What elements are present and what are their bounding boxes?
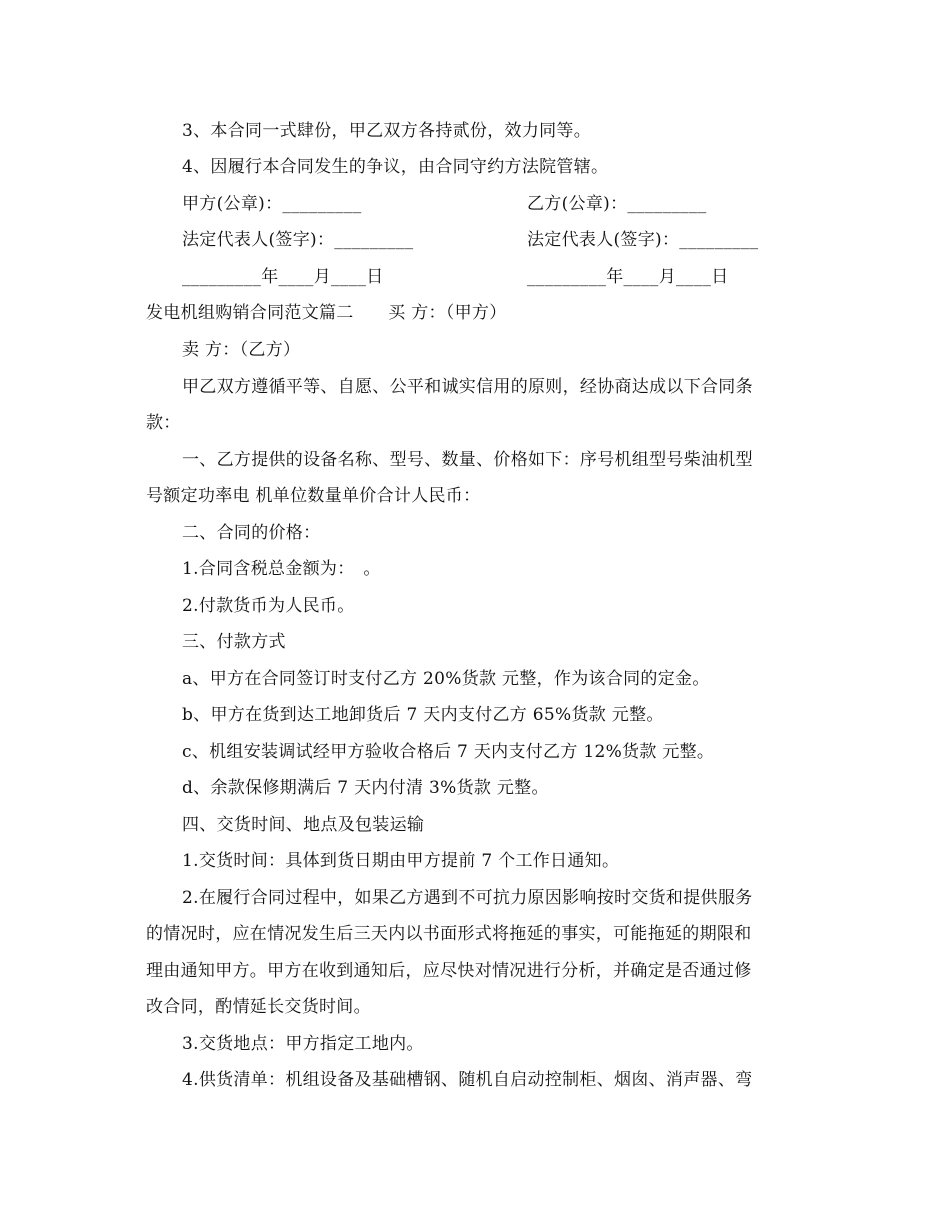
section-2-item-2: 2.付款货币为人民币。 xyxy=(182,596,355,616)
payment-c: c、机组安装调试经甲方验收合格后 7 天内支付乙方 12%货款 元整。 xyxy=(182,742,715,762)
section-4-item-1: 1.交货时间：具体到货日期由甲方提前 7 个工作日通知。 xyxy=(182,851,620,871)
section-4-item-2-line-2: 的情况时，应在情况发生后三天内以书面形式将拖延的事实，可能拖延的期限和 xyxy=(146,924,752,944)
section-4-item-3: 3.交货地点：甲方指定工地内。 xyxy=(182,1034,424,1054)
party-b-rep: 法定代表人(签字)：_________ xyxy=(527,230,759,250)
party-a-seal: 甲方(公章)：_________ xyxy=(182,194,362,214)
party-a-date: _________年____月____日 xyxy=(182,267,384,287)
party-a-rep: 法定代表人(签字)：_________ xyxy=(182,230,414,250)
section-4-item-4: 4.供货清单：机组设备及基础槽钢、随机自启动控制柜、烟囱、消声器、弯 xyxy=(182,1070,753,1090)
section-3-heading: 三、付款方式 xyxy=(182,632,286,652)
section-1-line-1: 一、乙方提供的设备名称、型号、数量、价格如下：序号机组型号柴油机型 xyxy=(182,450,753,470)
seller-line: 卖 方：（乙方） xyxy=(182,340,301,360)
section-4-heading: 四、交货时间、地点及包装运输 xyxy=(182,815,425,835)
party-b-date: _________年____月____日 xyxy=(527,267,729,287)
payment-d: d、余款保修期满后 7 天内付清 3%货款 元整。 xyxy=(182,778,549,798)
section-4-item-2-line-4: 改合同，酌情延长交货时间。 xyxy=(146,997,371,1017)
clause-4: 4、因履行本合同发生的争议，由合同守约方法院管辖。 xyxy=(182,157,609,177)
section-2-item-1: 1.合同含税总金额为： 。 xyxy=(182,559,381,579)
payment-b: b、甲方在货到达工地卸货后 7 天内支付乙方 65%货款 元整。 xyxy=(182,705,664,725)
section-1-line-2: 号额定功率电 机单位数量单价合计人民币： xyxy=(146,486,481,506)
intro-paragraph-line-1: 甲乙双方遵循平等、自愿、公平和诚实信用的原则，经协商达成以下合同条 xyxy=(182,377,753,397)
section-2-heading: 二、合同的价格： xyxy=(182,523,321,543)
clause-3: 3、本合同一式肆份，甲乙双方各持贰份，效力同等。 xyxy=(182,121,592,141)
section-4-item-2-line-1: 2.在履行合同过程中，如果乙方遇到不可抗力原因影响按时交货和提供服务 xyxy=(182,888,753,908)
intro-paragraph-line-2: 款： xyxy=(146,413,181,433)
payment-a: a、甲方在合同签订时支付乙方 20%货款 元整，作为该合同的定金。 xyxy=(182,669,710,689)
section-4-item-2-line-3: 理由通知甲方。甲方在收到通知后，应尽快对情况进行分析，并确定是否通过修 xyxy=(146,961,752,981)
party-b-seal: 乙方(公章)：_________ xyxy=(527,194,707,214)
section-title: 发电机组购销合同范文篇二 买 方：（甲方） xyxy=(146,303,507,323)
